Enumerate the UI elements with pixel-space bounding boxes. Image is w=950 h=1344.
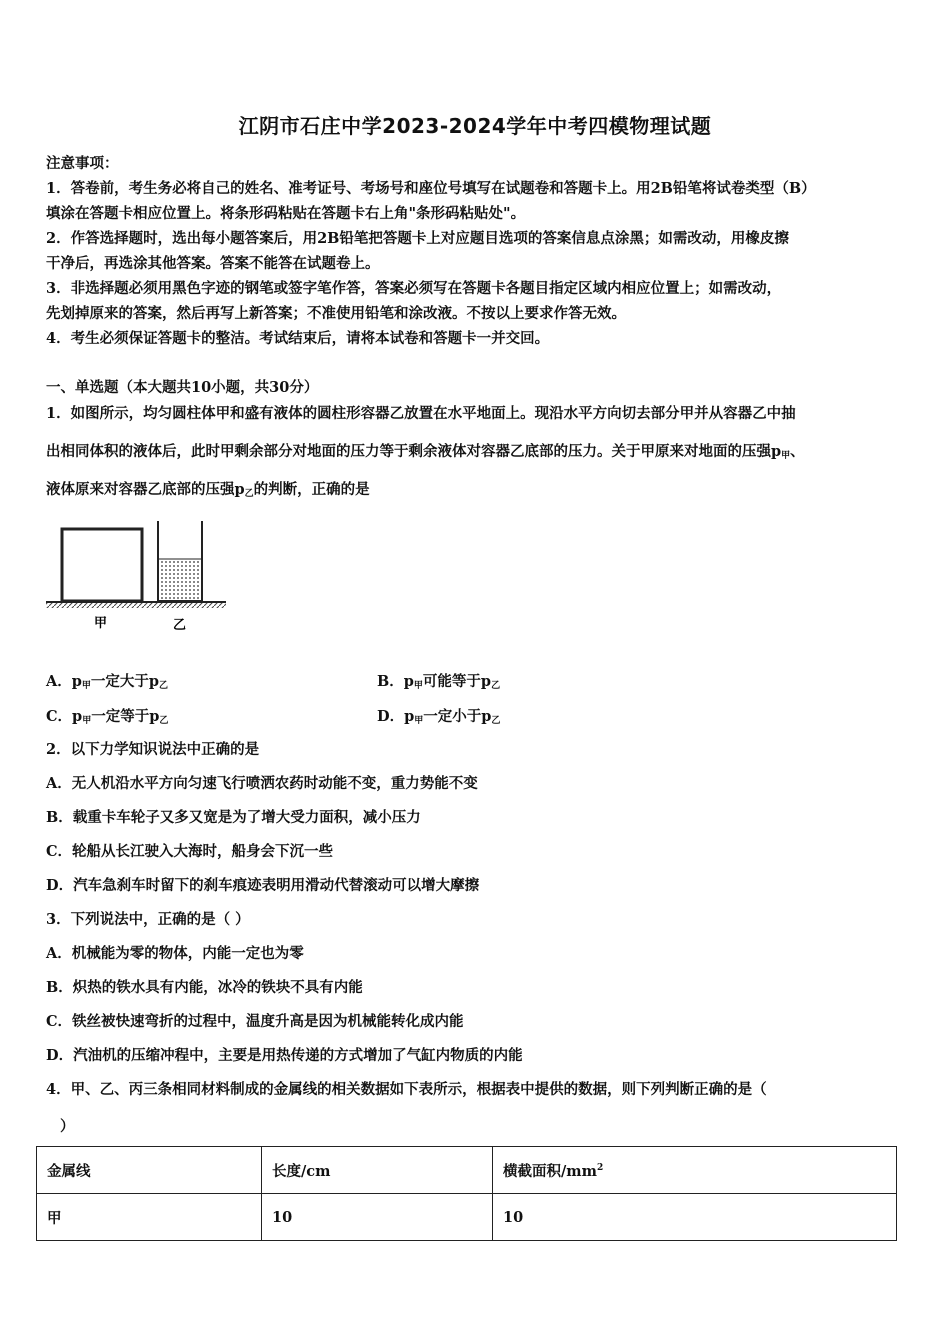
q1-figure (44, 516, 230, 636)
liquid-yi (159, 559, 201, 601)
table-header-cell: 长度/cm (262, 1147, 493, 1194)
q1-stem-line3: 液体原来对容器乙底部的压强$p_乙$的判断，正确的是 (46, 481, 370, 499)
table-cell: 10 (493, 1194, 897, 1241)
q1-option-d[interactable]: D．$p_甲$一定小于$p_乙$ (377, 708, 501, 726)
section-heading: 一、单选题（本大题共10小题，共30分） (46, 379, 319, 396)
q4-data-table (36, 1146, 897, 1241)
q1-stem-line1: 1．如图所示，均匀圆柱体甲和盛有液体的圆柱形容器乙放置在水平地面上。现沿水平方向切去部分甲并从容器乙中抽 (46, 405, 796, 422)
q1-option-b[interactable]: B．$p_甲$可能等于$p_乙$ (377, 673, 501, 691)
notice-heading: 注意事项： (46, 155, 119, 172)
notice-line: 4．考生必须保证答题卡的整洁。考试结束后，请将本试卷和答题卡一并交回。 (46, 330, 550, 347)
fig-label-yi: 乙 (173, 618, 187, 633)
notice-line: 3．非选择题必须用黑色字迹的钢笔或签字笔作答，答案必须写在答题卡各题目指定区域内相应位置上；如需改动， (46, 280, 782, 297)
fig-label-jia: 甲 (94, 616, 108, 631)
q3-option-b[interactable]: B．炽热的铁水具有内能，冰冷的铁块不具有内能 (46, 979, 363, 996)
q3-option-c[interactable]: C．铁丝被快速弯折的过程中，温度升高是因为机械能转化成内能 (46, 1013, 464, 1030)
q3-option-d[interactable]: D．汽油机的压缩冲程中，主要是用热传递的方式增加了气缸内物质的内能 (46, 1047, 523, 1064)
notice-line: 2．作答选择题时，选出每小题答案后，用2B铅笔把答题卡上对应题目选项的答案信息点涂黑；如需改动，用橡皮擦 (46, 230, 789, 247)
table-cell: 10 (262, 1194, 493, 1241)
exam-title: 江阴市石庄中学2023-2024学年中考四模物理试题 (238, 114, 712, 138)
q3-option-a[interactable]: A．机械能为零的物体，内能一定也为零 (46, 945, 304, 962)
q2-option-b[interactable]: B．载重卡车轮子又多又宽是为了增大受力面积，减小压力 (46, 809, 421, 826)
q4-stem-line1: 4．甲、乙、丙三条相同材料制成的金属线的相关数据如下表所示，根据表中提供的数据，则下列判断正确的是（ (46, 1081, 767, 1098)
table-row (37, 1194, 897, 1241)
cylinder-jia (62, 529, 142, 601)
q2-stem: 2．以下力学知识说法中正确的是 (46, 741, 260, 758)
notice-line: 干净后，再选涂其他答案。答案不能答在试题卷上。 (46, 255, 380, 272)
q3-stem: 3．下列说法中，正确的是（ ） (46, 911, 250, 928)
notice-line: 填涂在答题卡相应位置上。将条形码粘贴在答题卡右上角"条形码粘贴处"。 (46, 205, 526, 222)
q2-option-c[interactable]: C．轮船从长江驶入大海时，船身会下沉一些 (46, 843, 334, 860)
table-header-cell: 金属线 (37, 1147, 262, 1194)
ground-hatch (46, 603, 226, 608)
table-header-row (37, 1147, 897, 1194)
q2-option-a[interactable]: A．无人机沿水平方向匀速飞行喷洒农药时动能不变，重力势能不变 (46, 775, 478, 792)
q2-option-d[interactable]: D．汽车急刹车时留下的刹车痕迹表明用滑动代替滚动可以增大摩擦 (46, 877, 480, 894)
notice-line: 先划掉原来的答案，然后再写上新答案；不准使用铅笔和涂改液。不按以上要求作答无效。 (46, 305, 626, 322)
q1-stem-line2: 出相同体积的液体后，此时甲剩余部分对地面的压力等于剩余液体对容器乙底部的压力。关于甲原来对地面的压强$p_甲$、 (46, 443, 805, 461)
notice-line: 1．答卷前，考生务必将自己的姓名、准考证号、考场号和座位号填写在试题卷和答题卡上。用2B铅笔将试卷类型（B） (46, 180, 816, 197)
q1-option-c[interactable]: C．$p_甲$一定等于$p_乙$ (46, 708, 169, 726)
table-cell: 甲 (37, 1194, 262, 1241)
q1-option-a[interactable]: A．$p_甲$一定大于$p_乙$ (46, 673, 169, 691)
q4-stem-line2: ） (60, 1118, 75, 1135)
table-header-cell: 横截面积$/mm^2$ (493, 1147, 897, 1194)
